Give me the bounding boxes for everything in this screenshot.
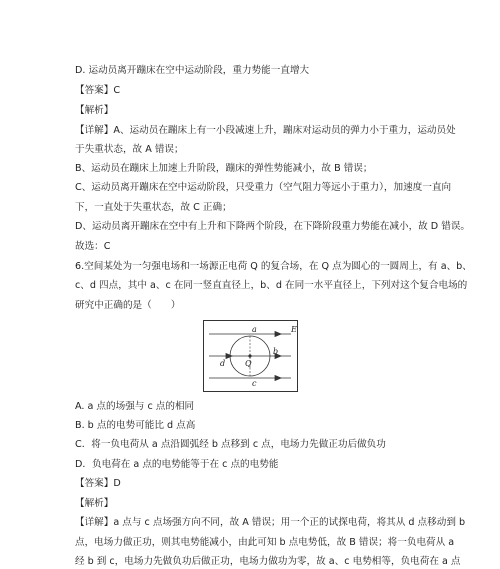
label-d: d: [220, 359, 226, 368]
solution-line-3: 经 b 到 c，电场力先做负功后做正功，电场力做功为零，故 a、c 电势相等，负电荷在 a 点: [75, 556, 461, 567]
detail-line-1: 【详解】A、运动员在蹦床上有一小段减速上升，蹦床对运动员的弹力小于重力，运动员处: [75, 125, 456, 136]
solution-line-2: 点，电场力做正功，则其电势能减小，由此可知 b 点电势低，故 B 错误；将一负电荷从 a: [75, 537, 455, 548]
line-d-prev: D. 运动员离开蹦床在空中运动阶段，重力势能一直增大: [75, 65, 310, 76]
charge-q-dot: [248, 354, 251, 357]
label-E: E: [291, 325, 297, 334]
option-c: C．将一负电荷从 a 点沿圆弧经 b 点移到 c 点，电场力先做正功后做负功: [75, 439, 386, 450]
q6-line-3: 研究中正确的是（ ）: [75, 300, 181, 311]
detail-c1: C、运动员离开蹦床在空中运动阶段，只受重力（空气阻力等远小于重力），加速度一直向: [75, 182, 452, 193]
option-d: D．负电荷在 a 点的电势能等于在 c 点的电势能: [75, 459, 279, 470]
detail-c2: 下，一直处于失重状态，故 C 正确；: [75, 202, 232, 213]
answer: 【答案】D: [75, 478, 121, 489]
analysis-prev: 【解析】: [75, 105, 114, 116]
q6-line-1: 6.空间某处为一匀强电场和一场源正电荷 Q 的复合场，在 Q 点为圆心的一圆周上，有 a、b、: [75, 261, 472, 272]
option-a: A. a 点的场强与 c 点的相同: [75, 401, 195, 412]
answer-prev: 【答案】C: [75, 85, 121, 96]
choose-line: 故选：C: [75, 241, 111, 252]
q6-line-2: c、d 四点，其中 a、c 在同一竖直直径上，b、d 在同一水平直径上，下列对这个复合电场的: [75, 280, 468, 291]
label-Q: Q: [245, 359, 252, 368]
detail-d: D、运动员离开蹦床在空中有上升和下降两个阶段，在下降阶段重力势能在减小，故 D 错误。: [75, 221, 471, 232]
label-c: c: [252, 379, 257, 388]
analysis: 【解析】: [75, 498, 114, 509]
field-diagram: [203, 320, 298, 392]
detail-b: B、运动员在蹦床上加速上升阶段，蹦床的弹性势能减小，故 B 错误；: [75, 163, 373, 174]
label-a: a: [252, 325, 257, 334]
option-b: B. b 点的电势可能比 d 点高: [75, 420, 196, 431]
solution-line-1: 【详解】a 点与 c 点场强方向不同，故 A 错误；用一个正的试探电荷，将其从 d 点移动到 b: [75, 517, 466, 528]
detail-line-2: 于失重状态，故 A 错误；: [75, 144, 184, 155]
label-b: b: [273, 347, 279, 356]
